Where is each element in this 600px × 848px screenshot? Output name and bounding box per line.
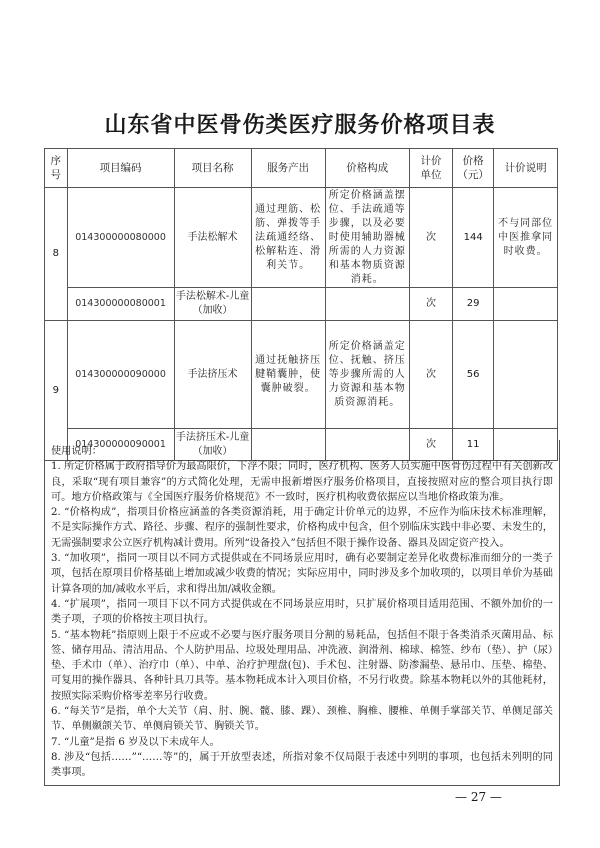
header-unit-line2: 单位 xyxy=(420,169,442,181)
table-row xyxy=(45,188,558,288)
row-code: 014300000090001 xyxy=(67,429,174,461)
header-seq-line1: 序 xyxy=(50,155,62,167)
row-composition: 所定价格涵盖摆位、手法疏通等步骤，以及必要时使用辅助器械所需的人力资源和基本物质资源消耗。 xyxy=(325,188,409,288)
table-row xyxy=(45,288,558,321)
usage-notes xyxy=(44,440,560,786)
row-output xyxy=(251,288,325,321)
row-price: 29 xyxy=(453,288,494,321)
header-price xyxy=(453,149,494,188)
row-composition xyxy=(325,288,409,321)
header-name: 项目名称 xyxy=(174,149,251,188)
row-unit: 次 xyxy=(409,188,452,288)
header-unit-line1: 计价 xyxy=(420,155,442,167)
note-item: 8. 涉及“包括……”“……等”的，属于开放型表述，所指对象不仅局限于表述中列明的事项，也包括未列明的同类事项。 xyxy=(51,751,553,779)
note-item: 6. “每关节”是指，单个大关节（肩、肘、腕、髋、膝、踝）、颈椎、胸椎、腰椎、单侧手掌部关节、单侧足部关节、单侧颞颌关节、单侧肩锁关节、胸锁关节。 xyxy=(51,706,553,733)
row-code: 014300000080000 xyxy=(67,188,174,288)
row-price: 56 xyxy=(453,321,494,429)
row-unit: 次 xyxy=(409,288,452,321)
row-note xyxy=(494,288,558,321)
table-row xyxy=(45,321,558,429)
header-code: 项目编码 xyxy=(67,149,174,188)
row-code: 014300000080001 xyxy=(67,288,174,321)
row-name: 手法挤压术 xyxy=(174,321,251,429)
table-header-row xyxy=(45,149,558,188)
note-item: 7. “儿童”是指 6 岁及以下未成年人。 xyxy=(51,736,220,748)
row-code: 014300000090000 xyxy=(67,321,174,429)
header-price-line1: 价格 xyxy=(462,155,484,167)
row-note: 不与同部位中医推拿同时收费。 xyxy=(494,188,558,288)
row-output: 通过抚触挤压腱鞘囊肿，使囊肿破裂。 xyxy=(251,321,325,429)
header-unit xyxy=(409,149,452,188)
row-name: 手法挤压术-儿童（加收） xyxy=(174,429,251,461)
price-table xyxy=(44,148,558,461)
note-item: 3. “加收项”，指同一项目以不同方式提供或在不同场景应用时，确有必要制定差异化收费标准而细分的一类子项，包括在原项目价格基础上增加或减少收费的情况；实际应用中，同时涉及多个加收项的，以项目单价为基础计算各项的加/减收水平后，求和得出加/减收金额。 xyxy=(51,553,553,595)
document-title: 山东省中医骨伤类医疗服务价格项目表 xyxy=(104,112,496,138)
header-seq xyxy=(45,149,68,188)
row-unit: 次 xyxy=(409,429,452,461)
note-item: 1. 所定价格属于政府指导价为最高限价，下浮不限；同时，医疗机构、医务人员实施中医骨伤过程中有关创新改良，采取“现有项目兼容”的方式简化处理，无需申报新增医疗服务价格项目，直接按照对应的整合项目执行即可。地方价格政策与《全国医疗服务价格规范》不一致时，医疗机构收费依据应以当地价格政策为准。 xyxy=(51,461,553,503)
note-item: 5. “基本物耗”指原则上限于不应或不必要与医疗服务项目分割的易耗品，包括但不限于各类消杀灭菌用品、标签、储存用品、清洁用品、个人防护用品、垃圾处理用品、冲洗液、润滑剂、棉球、棉签、纱布（垫）、护（尿）垫、手术巾（单）、治疗巾（单）、中单、治疗护理盘(包)、手术包、注射器、防渗漏垫、悬吊巾、压垫、棉垫、可复用的操作器具、各种针具刀具等。基本物耗成本计入项目价格，不另行收费。除基本物耗以外的其他耗材，按照实际采购价格零差率另行收费。 xyxy=(51,629,553,702)
notes-heading: 使用说明： xyxy=(51,446,102,457)
row-name: 手法松解术-儿童（加收） xyxy=(174,288,251,321)
row-composition: 所定价格涵盖定位、抚触、挤压等步骤所需的人力资源和基本物质资源消耗。 xyxy=(325,321,409,429)
row-price: 144 xyxy=(453,188,494,288)
row-name: 手法松解术 xyxy=(174,188,251,288)
row-note xyxy=(494,321,558,429)
header-output: 服务产出 xyxy=(251,149,325,188)
header-price-line2: （元） xyxy=(457,169,489,181)
note-item: 2. “价格构成”，指项目价格应涵盖的各类资源消耗，用于确定计价单元的边界，不应作为临床技术标准理解，不是实际操作方式、路径、步骤、程序的强制性要求，价格构成中包含，但个别临床实践中非必要、未发生的，无需强制要求公立医疗机构减计费用。所列“设备投入”包括但不限于操作设备、器具及固定资产投入。 xyxy=(51,507,553,549)
row-unit: 次 xyxy=(409,321,452,429)
row-seq: 8 xyxy=(45,188,68,321)
header-composition: 价格构成 xyxy=(325,149,409,188)
header-note: 计价说明 xyxy=(494,149,558,188)
header-seq-line2: 号 xyxy=(50,169,62,181)
row-price: 11 xyxy=(453,429,494,461)
row-seq: 9 xyxy=(45,321,68,461)
note-item: 4. “扩展项”，指同一项目下以不同方式提供或在不同场景应用时，只扩展价格项目适用范围、不额外加价的一类子项，子项的价格按主项目执行。 xyxy=(51,598,553,626)
row-output: 通过理筋、松筋、弹拨等手法疏通经络、松解粘连、滑利关节。 xyxy=(251,188,325,288)
page-number: — 27 — xyxy=(455,790,502,804)
